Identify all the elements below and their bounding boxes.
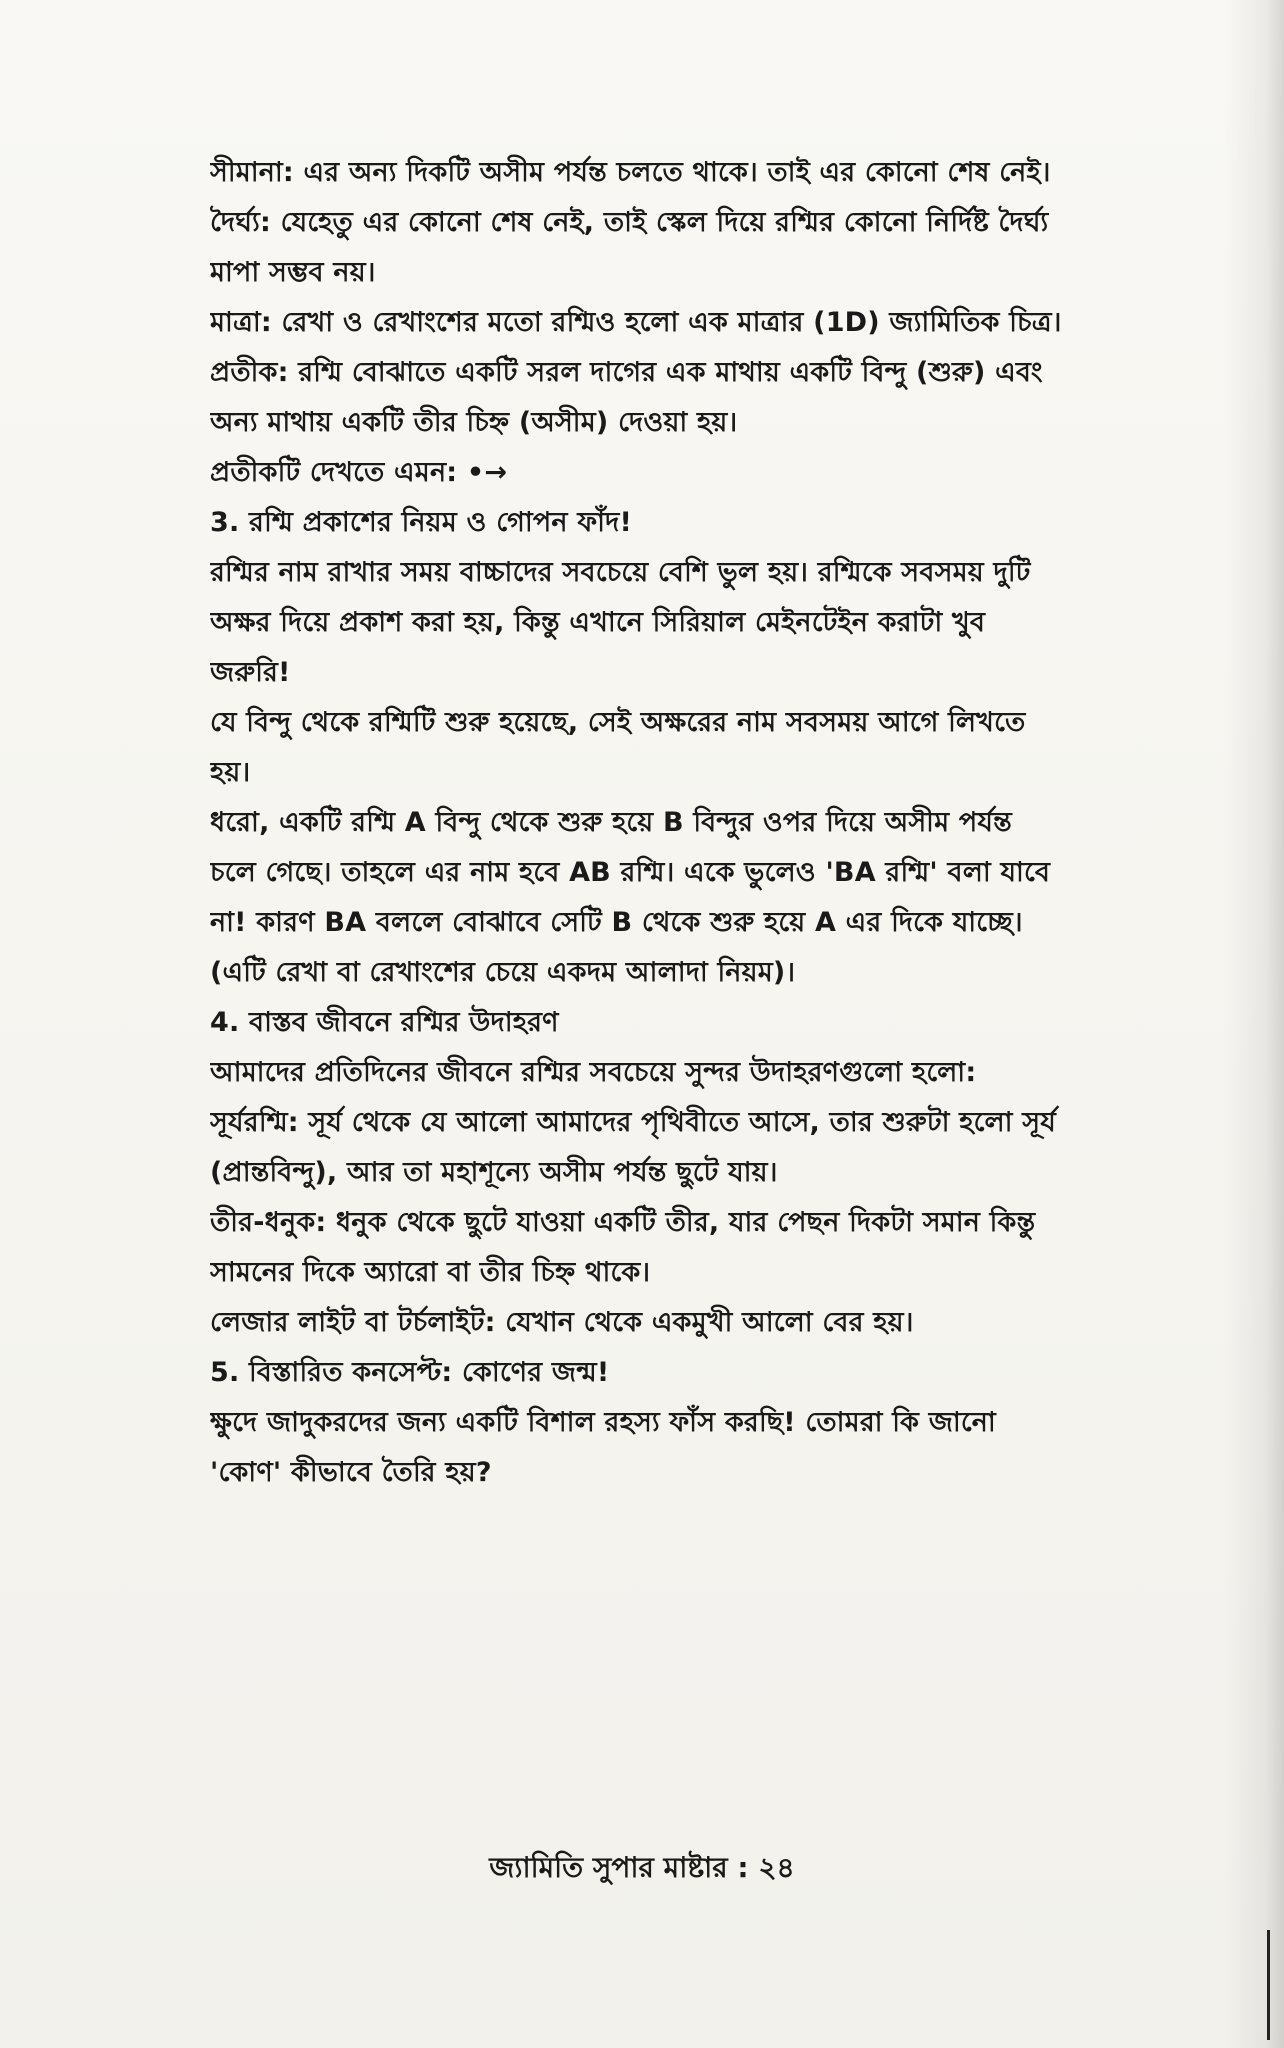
text-line: অক্ষর দিয়ে প্রকাশ করা হয়, কিন্তু এখানে সিরিয়াল মেইনটেইন করাটা খুব [210, 607, 986, 638]
text-line: (প্রান্তবিন্দু), আর তা মহাশূন্যে অসীম পর্যন্ত ছুটে যায়। [210, 1157, 778, 1188]
text-line: মাপা সম্ভব নয়। [210, 257, 376, 288]
text-line: রশ্মির নাম রাখার সময় বাচ্চাদের সবচেয়ে বেশি ভুল হয়। রশ্মিকে সবসময় দুটি [210, 557, 1031, 588]
text-line: সামনের দিকে অ্যারো বা তীর চিহ্ন থাকে। [210, 1257, 651, 1288]
page-spine-shadow [1224, 0, 1284, 2048]
text-line: প্রতীকটি দেখতে এমন: •→ [210, 457, 508, 488]
text-line: ক্ষুদে জাদুকরদের জন্য একটি বিশাল রহস্য ফাঁস করছি! তোমরা কি জানো [210, 1407, 996, 1438]
text-line: হয়। [210, 757, 251, 788]
text-line: আমাদের প্রতিদিনের জীবনে রশ্মির সবচেয়ে সুন্দর উদাহরণগুলো হলো: [210, 1057, 977, 1088]
section-heading-3: 3. রশ্মি প্রকাশের নিয়ম ও গোপন ফাঁদ! [210, 507, 632, 538]
text-line: চলে গেছে। তাহলে এর নাম হবে AB রশ্মি। একে ভুলেও 'BA রশ্মি' বলা যাবে [210, 857, 1051, 888]
text-line: জরুরি! [210, 657, 291, 688]
text-line: ধরো, একটি রশ্মি A বিন্দু থেকে শুরু হয়ে B বিন্দুর ওপর দিয়ে অসীম পর্যন্ত [210, 807, 1012, 838]
text-line: অন্য মাথায় একটি তীর চিহ্ন (অসীম) দেওয়া হয়। [210, 407, 738, 438]
text-line: তীর-ধনুক: ধনুক থেকে ছুটে যাওয়া একটি তীর, যার পেছন দিকটা সমান কিন্তু [210, 1207, 1036, 1238]
page-footer: জ্যামিতি সুপার মাষ্টার : ২৪ [489, 1851, 795, 1884]
text-line: দৈর্ঘ্য: যেহেতু এর কোনো শেষ নেই, তাই স্কেল দিয়ে রশ্মির কোনো নির্দিষ্ট দৈর্ঘ্য [210, 207, 1049, 238]
text-line: না! কারণ BA বললে বোঝাবে সেটি B থেকে শুরু হয়ে A এর দিকে যাচ্ছে। [210, 907, 1023, 938]
text-line: (এটি রেখা বা রেখাংশের চেয়ে একদম আলাদা নিয়ম)। [210, 957, 796, 988]
text-line: 'কোণ' কীভাবে তৈরি হয়? [210, 1457, 492, 1488]
text-line: লেজার লাইট বা টর্চলাইট: যেখান থেকে একমুখী আলো বের হয়। [210, 1307, 914, 1338]
text-line: সীমানা: এর অন্য দিকটি অসীম পর্যন্ত চলতে থাকে। তাই এর কোনো শেষ নেই। [210, 157, 1051, 188]
text-line: যে বিন্দু থেকে রশ্মিটি শুরু হয়েছে, সেই অক্ষরের নাম সবসময় আগে লিখতে [210, 707, 1026, 738]
section-heading-5: 5. বিস্তারিত কনসেপ্ট: কোণের জন্ম! [210, 1357, 610, 1388]
text-line: মাত্রা: রেখা ও রেখাংশের মতো রশ্মিও হলো এক মাত্রার (1D) জ্যামিতিক চিত্র। [210, 307, 1062, 338]
page-edge-mark [1267, 1930, 1270, 2040]
text-line: প্রতীক: রশ্মি বোঝাতে একটি সরল দাগের এক মাথায় একটি বিন্দু (শুরু) এবং [210, 357, 1043, 388]
page-body [210, 148, 1185, 1498]
section-heading-4: 4. বাস্তব জীবনে রশ্মির উদাহরণ [210, 1007, 559, 1038]
text-line: সূর্যরশ্মি: সূর্য থেকে যে আলো আমাদের পৃথিবীতে আসে, তার শুরুটা হলো সূর্য [210, 1107, 1057, 1138]
